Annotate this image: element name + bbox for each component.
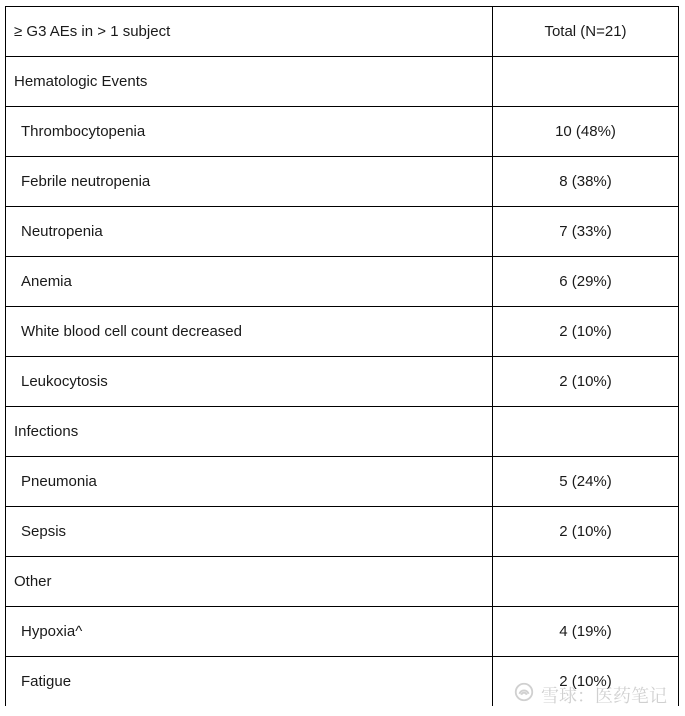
table-row (6, 357, 679, 407)
event-label-cell: Pneumonia (6, 457, 493, 507)
event-label-cell: Neutropenia (6, 207, 493, 257)
category-row (6, 407, 679, 457)
event-label-cell: Thrombocytopenia (6, 107, 493, 157)
category-label-cell: Hematologic Events (6, 57, 493, 107)
event-label-cell: Leukocytosis (6, 357, 493, 407)
event-label-cell: Sepsis (6, 507, 493, 557)
total-value-cell: 8 (38%) (493, 157, 679, 207)
total-value-cell: 6 (29%) (493, 257, 679, 307)
header-label-cell: ≥ G3 AEs in > 1 subject (6, 7, 493, 57)
event-label-cell: Fatigue (6, 657, 493, 707)
table-row (6, 657, 679, 707)
category-label-cell: Infections (6, 407, 493, 457)
total-value-cell (493, 407, 679, 457)
total-value-cell: 2 (10%) (493, 307, 679, 357)
table-row (6, 157, 679, 207)
event-label-cell: Febrile neutropenia (6, 157, 493, 207)
total-value-cell: 2 (10%) (493, 357, 679, 407)
total-value-cell: 5 (24%) (493, 457, 679, 507)
event-label-cell: Hypoxia^ (6, 607, 493, 657)
table-row (6, 607, 679, 657)
watermark-text: 雪球：医药笔记 (541, 685, 667, 707)
total-value-cell: 10 (48%) (493, 107, 679, 157)
table-row (6, 307, 679, 357)
category-row (6, 557, 679, 607)
total-value-cell: 2 (10%) (493, 657, 679, 707)
category-row (6, 57, 679, 107)
total-value-cell: 2 (10%) (493, 507, 679, 557)
total-value-cell (493, 557, 679, 607)
adverse-events-table (5, 6, 679, 706)
event-label-cell: White blood cell count decreased (6, 307, 493, 357)
total-value-cell: 7 (33%) (493, 207, 679, 257)
table-header-row (6, 7, 679, 57)
table-row (6, 507, 679, 557)
table-row (6, 457, 679, 507)
table-row (6, 107, 679, 157)
table-row (6, 257, 679, 307)
event-label-cell: Anemia (6, 257, 493, 307)
category-label-cell: Other (6, 557, 493, 607)
total-value-cell (493, 57, 679, 107)
total-value-cell: 4 (19%) (493, 607, 679, 657)
header-total-cell: Total (N=21) (493, 7, 679, 57)
table-row (6, 207, 679, 257)
